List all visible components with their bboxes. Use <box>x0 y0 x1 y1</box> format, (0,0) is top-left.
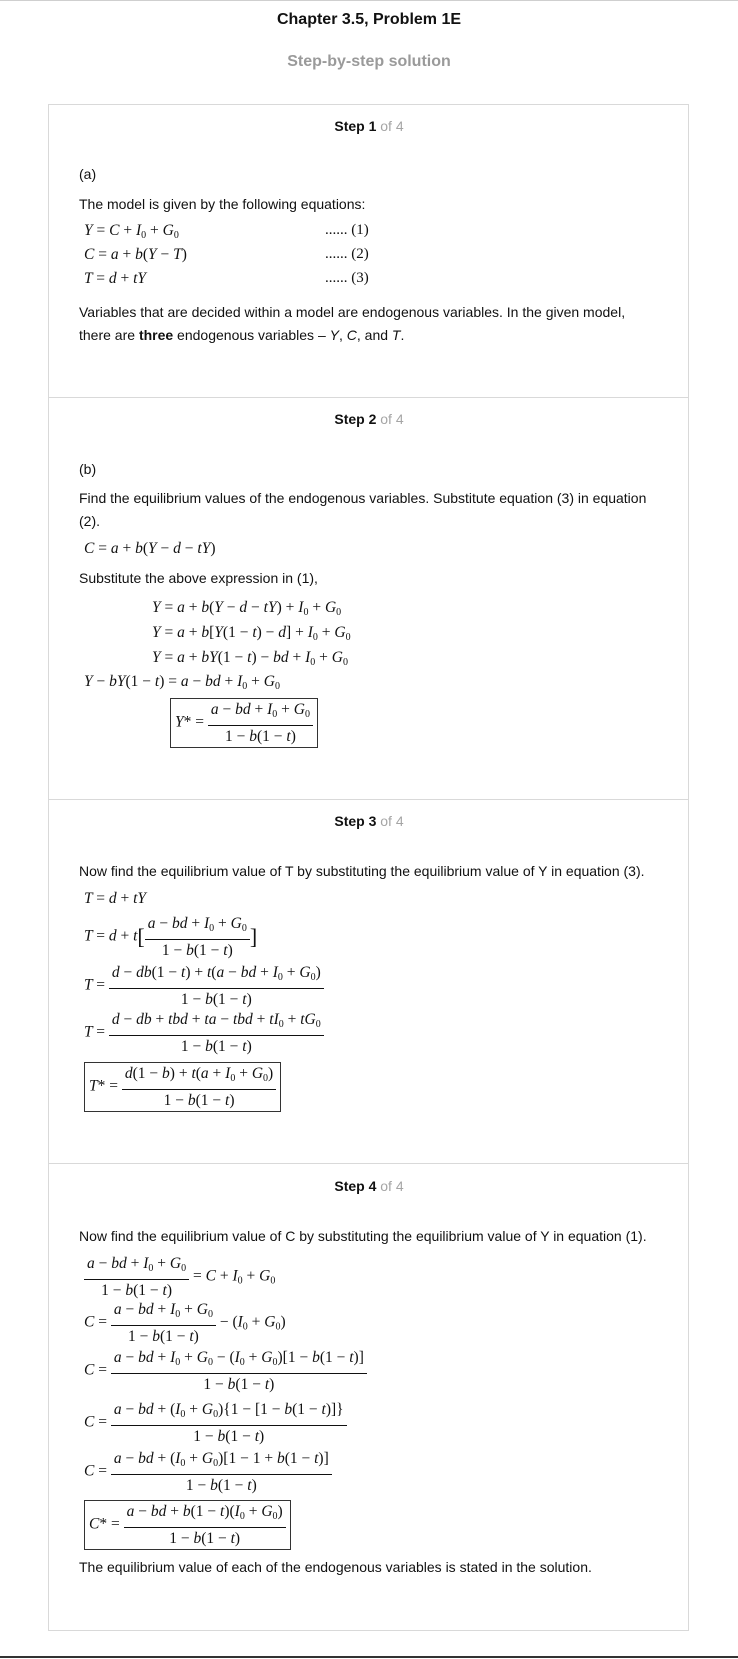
step-intro: Find the equilibrium values of the endogenous variables. Substitute equation (3) in equation (2). <box>79 490 647 529</box>
step-divider <box>48 397 689 398</box>
step-label: Step 4 <box>334 1178 377 1194</box>
equation-c-1: $\frac{a - bd + I_0 + G_0}{1 - b(1 - t)}$ = $C + I_0 + G_0$ <box>84 1254 275 1300</box>
equation-y-3: Y = a + bY(1 − t) − bd + $I_0 + G_0$ <box>152 649 348 668</box>
part-label: (b) <box>79 461 97 477</box>
page-subtitle: Step-by-step solution <box>287 53 451 70</box>
explanation-bold: three <box>138 327 174 343</box>
equation-1: $Y = C + I_0 + G_0$ <box>84 222 179 241</box>
variable-c: C <box>346 327 357 343</box>
variable-t: T <box>391 327 401 343</box>
explanation-text: . <box>400 327 405 343</box>
equation-ref-3: ...... (3) <box>325 270 369 286</box>
endogenous-explanation: Variables that are decided within a model are endogenous variables. In the given model, there are three endogenous variables – Y, C, and T. <box>79 304 626 343</box>
step-divider <box>48 1163 689 1164</box>
top-border <box>0 0 738 1</box>
conclusion-text: The equilibrium value of each of the endogenous variables is stated in the solution. <box>79 1559 592 1575</box>
equation-c-4: C = $\frac{a - bd + (I_0 + G_0)\{1 - [1 - b(1 - t)]\}}{1 - b(1 - t)}$ <box>84 1400 347 1446</box>
page-title: Chapter 3.5, Problem 1E <box>276 11 462 28</box>
step-3-header <box>0 813 738 829</box>
equation-c-2: C = $\frac{a - bd + I_0 + G_0}{1 - b(1 - t)}$ − $(I_0 + G_0)$ <box>84 1301 286 1345</box>
step-label: Step 1 <box>334 118 377 134</box>
equation-c-3: C = $\frac{a - bd + I_0 + G_0 - (I_0 + G_0)[1 - b(1 - t)]}{1 - b(1 - t)}$ <box>84 1348 367 1394</box>
explanation-text: , and <box>356 327 392 343</box>
bottom-border <box>0 1656 738 1658</box>
equation-t: T = d + tY <box>84 890 147 907</box>
equation-2: C = a + b(Y − T) <box>84 246 187 263</box>
equation-ref-2: ...... (2) <box>325 246 369 262</box>
equilibrium-t-result: T* = $\frac{d(1 - b) + t(a + I_0 + G_0)}{1 - b(1 - t)}$ <box>84 1062 281 1112</box>
substitute-note: Substitute the above expression in (1), <box>79 570 318 586</box>
step-count: of 4 <box>380 411 404 427</box>
explanation-text: Variables that are decided within a model are endogenous variables. In the given model, there are <box>79 304 626 343</box>
step-intro: Now find the equilibrium value of T by substituting the equilibrium value of Y in equation (3). <box>79 863 645 879</box>
step-count: of 4 <box>380 1178 404 1194</box>
explanation-text: endogenous variables – <box>173 327 330 343</box>
step-divider <box>48 799 689 800</box>
equation-c-5: C = $\frac{a - bd + (I_0 + G_0)[1 - 1 + b(1 - t)]}{1 - b(1 - t)}$ <box>84 1449 332 1495</box>
step-count: of 4 <box>380 118 404 134</box>
equation-y-2: $Y = a + b[Y(1 - t) - d] + I_0 + G_0$ <box>152 624 351 643</box>
equation-c-substituted: C = a + b(Y − d − tY) <box>84 540 216 557</box>
step-intro: Now find the equilibrium value of C by substituting the equilibrium value of Y in equation (1). <box>79 1228 647 1244</box>
equation-t-2: T = $\frac{d - db(1 - t) + t(a - bd + I_0 + G_0)}{1 - b(1 - t)}$ <box>84 963 324 1009</box>
step-1-header <box>0 118 738 134</box>
equation-y-4: Y − bY(1 − t) = a − bd + $I_0 + G_0$ <box>84 673 280 692</box>
equation-t-3: T = $\frac{d - db + tbd + ta - tbd + tI_0 + tG_0}{1 - b(1 - t)}$ <box>84 1010 324 1056</box>
part-label: (a) <box>79 166 97 182</box>
equation-y-1: $Y = a + b(Y - d - tY) + I_0 + G_0$ <box>152 599 342 618</box>
equation-3: T = d + tY <box>84 270 147 287</box>
equilibrium-c-result: C* = $\frac{a - bd + b(1 - t)(I_0 + G_0)}{1 - b(1 - t)}$ <box>84 1500 291 1550</box>
equilibrium-y-result: Y* = $\frac{a - bd + I_0 + G_0}{1 - b(1 - t)}$ <box>170 698 318 748</box>
equation-t-1: T = d + t[ $\frac{a - bd + I_0 + G_0}{1 - b(1 - t)}$ ] <box>84 915 258 959</box>
step-2-header <box>0 411 738 427</box>
step-count: of 4 <box>380 813 404 829</box>
step-label: Step 2 <box>334 411 377 427</box>
step-intro: The model is given by the following equations: <box>79 196 366 212</box>
equation-ref-1: ...... (1) <box>325 222 369 238</box>
step-4-header <box>0 1178 738 1194</box>
variable-y: Y <box>329 327 339 343</box>
step-label: Step 3 <box>334 813 377 829</box>
